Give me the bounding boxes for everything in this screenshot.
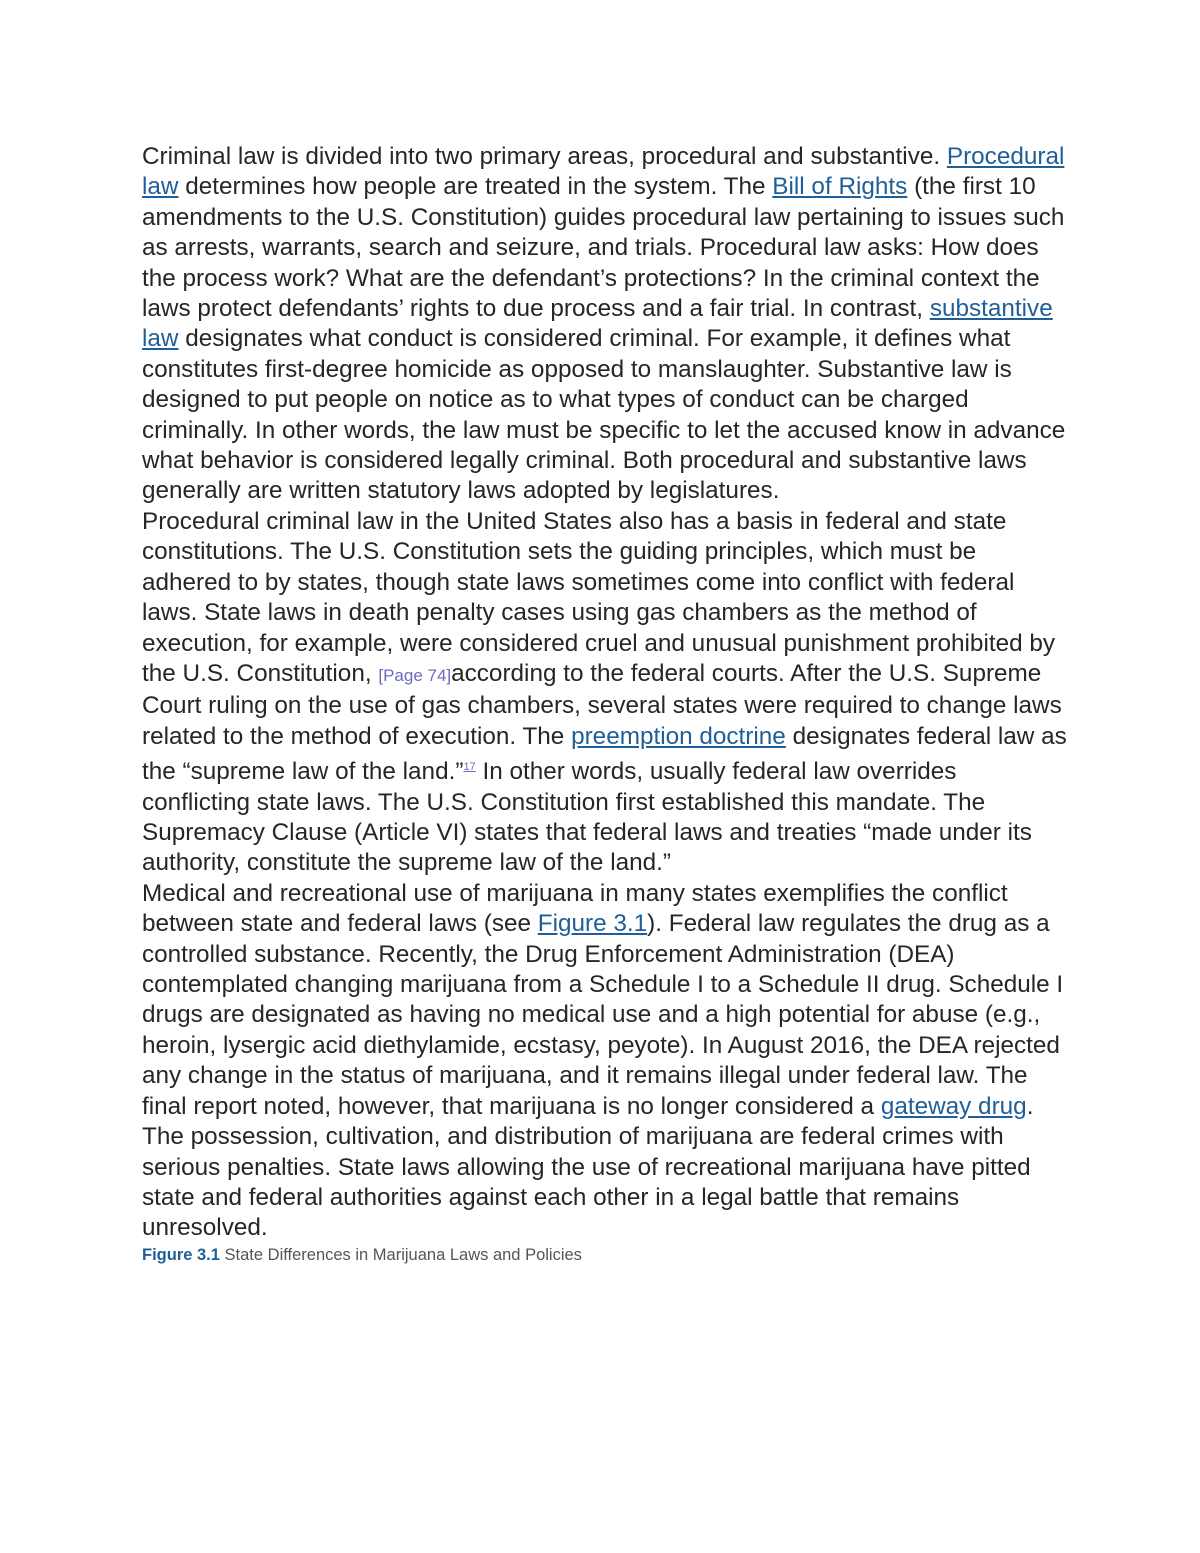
- link-procedural-law[interactable]: Procedural law: [142, 143, 1065, 201]
- paragraph-text: according to the federal courts. After the U.S. Supreme Court ruling on the use of gas chambers, several states were required to change laws related to the method of execution. The: [142, 659, 1062, 750]
- paragraph-text: ). Federal law regulates the drug as a controlled substance. Recently, the Drug Enforcement Administration (DEA) contemplated changing marijuana from a Schedule I to a Schedule II drug. Schedule I drugs are designated as having no medical use and a high potential for abuse (e.g., heroin, lysergic acid diethylamide, ecstasy, peyote). In August 2016, the DEA rejected any change in the status of marijuana, and it remains illegal under federal law. The final report noted, however, that marijuana is no longer considered a: [142, 910, 1064, 1120]
- paragraph-text: determines how people are treated in the system. The: [178, 173, 773, 201]
- paragraph-procedural-substantive: [142, 142, 1067, 507]
- link-substantive-law[interactable]: substantive law: [142, 295, 1053, 353]
- paragraph-procedural-criminal-law: [142, 507, 1067, 879]
- footnote-reference[interactable]: 17: [463, 761, 476, 774]
- paragraph-text: In other words, usually federal law overrides conflicting state laws. The U.S. Constitution first established this mandate. The Supremacy Clause (Article VI) states that federal laws and treaties “made under its authority, constitute the supreme law of the land.”: [142, 758, 1032, 877]
- paragraph-text: Medical and recreational use of marijuana in many states exemplifies the conflict between state and federal laws (see: [142, 879, 1008, 938]
- document-body: [142, 142, 1067, 1266]
- paragraph-text: Criminal law is divided into two primary areas, procedural and substantive.: [142, 143, 947, 170]
- paragraph-text: Procedural criminal law in the United States also has a basis in federal and state constitutions. The U.S. Constitution sets the guiding principles, which must be adhered to by states, though state laws sometimes come into conflict with federal laws. State laws in death penalty cases using gas chambers as the method of execution, for example, were considered cruel and unusual punishment prohibited by the U.S. Constitution,: [142, 507, 1056, 687]
- paragraph-marijuana: [142, 879, 1067, 1244]
- paragraph-text: designates federal law as the “supreme law of the land.”: [142, 722, 1067, 786]
- link-figure-3-1[interactable]: Figure 3.1: [537, 910, 648, 938]
- link-bill-of-rights[interactable]: Bill of Rights: [772, 173, 908, 201]
- figure-caption-label: Figure 3.1: [142, 1245, 220, 1264]
- paragraph-text: (the first 10 amendments to the U.S. Constitution) guides procedural law pertaining to issues such as arrests, warrants, search and seizure, and trials. Procedural law asks: How does the process work? What are the defendant’s protections? In the criminal context the laws protect defendants’ rights to due process and a fair trial. In contrast,: [142, 173, 1065, 323]
- figure-caption: [142, 1244, 1067, 1266]
- link-preemption-doctrine[interactable]: preemption doctrine: [571, 722, 786, 750]
- paragraph-text: . The possession, cultivation, and distribution of marijuana are federal crimes with serious penalties. State laws allowing the use of recreational marijuana have pitted state and federal authorities against each other in a legal battle that remains unresolved.: [142, 1092, 1034, 1242]
- figure-caption-text: State Differences in Marijuana Laws and Policies: [219, 1245, 582, 1264]
- paragraph-text: designates what conduct is considered criminal. For example, it defines what constitutes first-degree homicide as opposed to manslaughter. Substantive law is designed to put people on notice as to what types of conduct can be charged criminally. In other words, the law must be specific to let the accused know in advance what behavior is considered legally criminal. Both procedural and substantive laws generally are written statutory laws adopted by legislatures.: [142, 325, 1066, 505]
- link-gateway-drug[interactable]: gateway drug: [880, 1092, 1027, 1120]
- page-reference: [Page 74]: [378, 665, 452, 685]
